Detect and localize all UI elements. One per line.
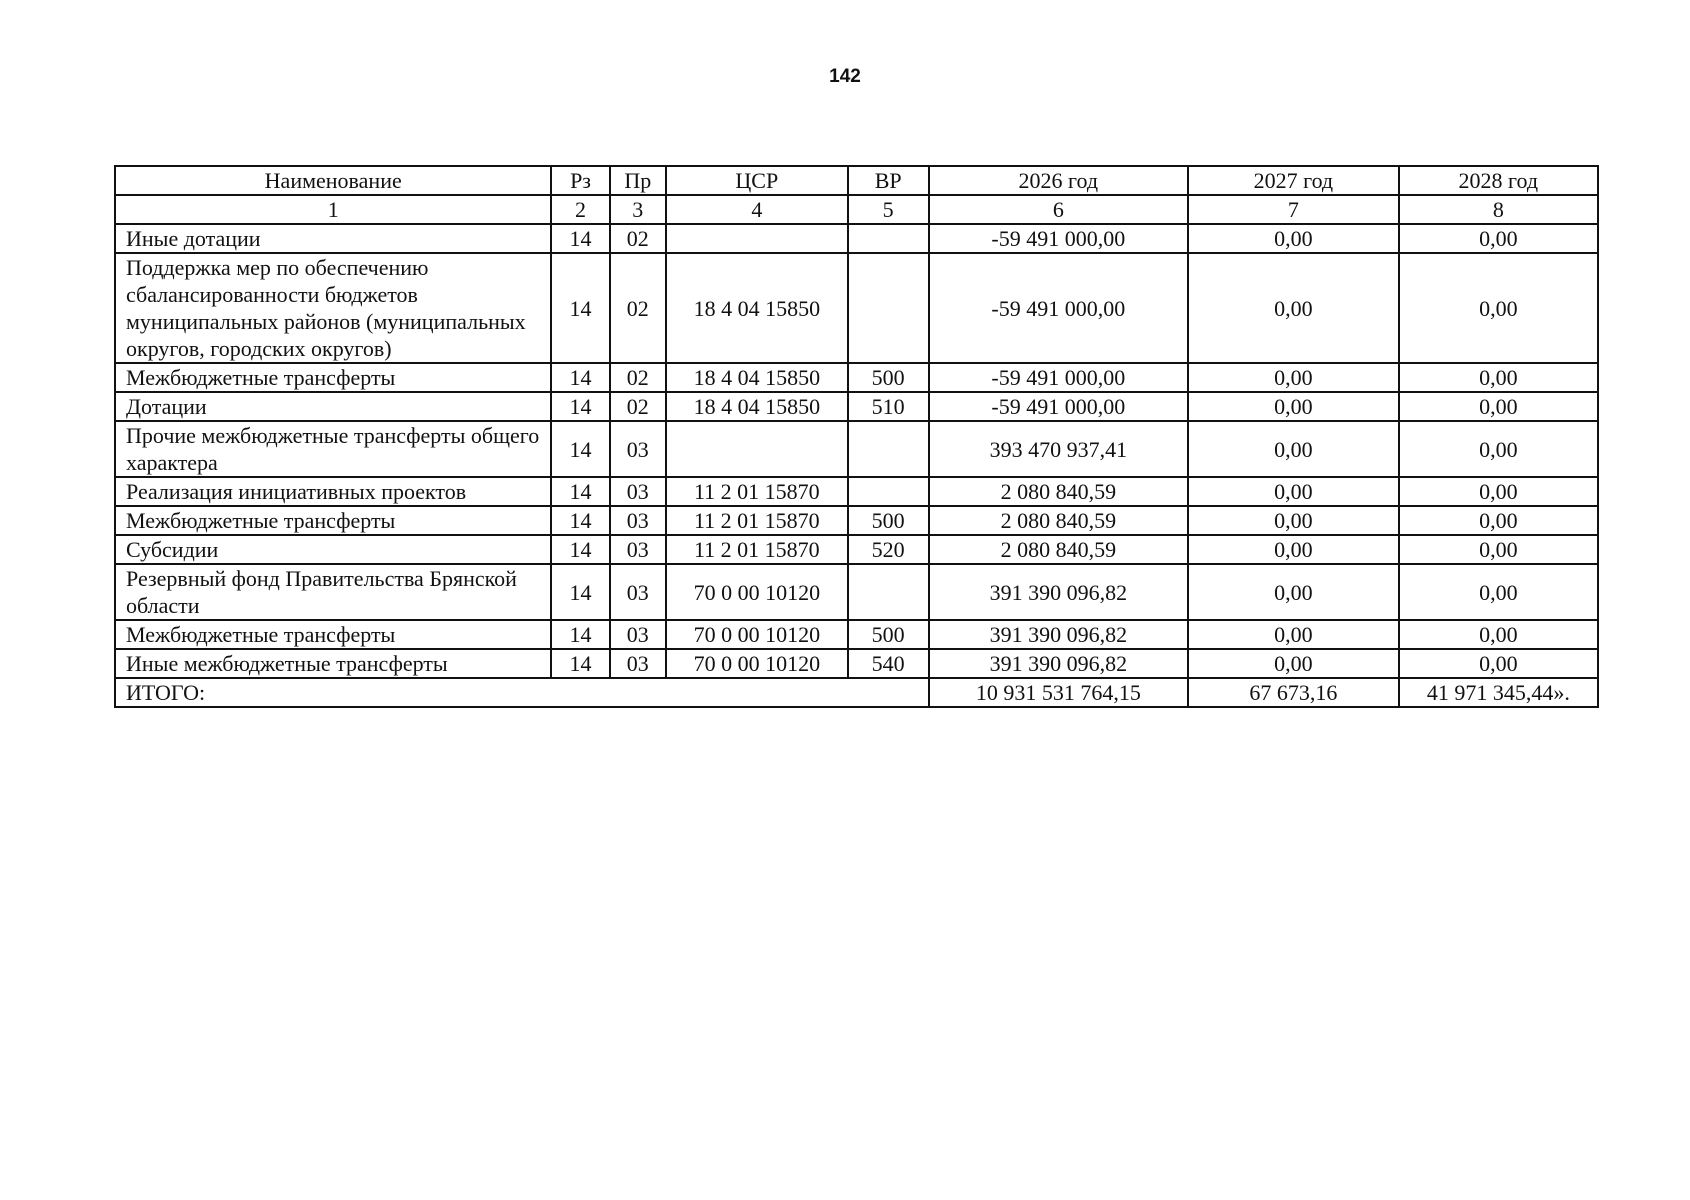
row-2026: 2 080 840,59 xyxy=(929,477,1189,506)
row-rz: 14 xyxy=(551,649,609,678)
row-rz: 14 xyxy=(551,363,609,392)
row-2028: 0,00 xyxy=(1399,649,1598,678)
row-name: Иные межбюджетные трансферты xyxy=(115,649,551,678)
row-2028: 0,00 xyxy=(1399,421,1598,477)
row-csr: 70 0 00 10120 xyxy=(666,620,848,649)
row-vr xyxy=(848,421,929,477)
row-2026: -59 491 000,00 xyxy=(929,253,1189,363)
row-vr xyxy=(848,253,929,363)
row-2027: 0,00 xyxy=(1188,421,1399,477)
row-rz: 14 xyxy=(551,506,609,535)
row-rz: 14 xyxy=(551,224,609,253)
row-vr: 500 xyxy=(848,620,929,649)
row-name: Поддержка мер по обеспечению сбалансированности бюджетов муниципальных районов (муниципальных округов, городских округов) xyxy=(115,253,551,363)
row-2027: 0,00 xyxy=(1188,649,1399,678)
table-row xyxy=(115,421,1598,477)
row-name: Иные дотации xyxy=(115,224,551,253)
table-row xyxy=(115,506,1598,535)
header-2026: 2026 год xyxy=(929,166,1189,195)
row-pr: 02 xyxy=(610,253,666,363)
row-csr: 18 4 04 15850 xyxy=(666,363,848,392)
row-vr: 500 xyxy=(848,363,929,392)
table-row xyxy=(115,224,1598,253)
header-row xyxy=(115,166,1598,195)
row-2027: 0,00 xyxy=(1188,253,1399,363)
row-csr: 70 0 00 10120 xyxy=(666,564,848,620)
row-name: Межбюджетные трансферты xyxy=(115,363,551,392)
row-vr: 540 xyxy=(848,649,929,678)
row-name: Реализация инициативных проектов xyxy=(115,477,551,506)
row-2028: 0,00 xyxy=(1399,506,1598,535)
row-2027: 0,00 xyxy=(1188,535,1399,564)
row-2028: 0,00 xyxy=(1399,535,1598,564)
table-row xyxy=(115,392,1598,421)
row-2028: 0,00 xyxy=(1399,363,1598,392)
row-2026: 2 080 840,59 xyxy=(929,506,1189,535)
row-vr: 500 xyxy=(848,506,929,535)
row-name: Прочие межбюджетные трансферты общего характера xyxy=(115,421,551,477)
row-2028: 0,00 xyxy=(1399,564,1598,620)
table-row xyxy=(115,535,1598,564)
page-number: 142 xyxy=(829,66,861,87)
total-2027: 67 673,16 xyxy=(1188,678,1399,707)
row-csr: 11 2 01 15870 xyxy=(666,535,848,564)
row-pr: 02 xyxy=(610,224,666,253)
row-2026: -59 491 000,00 xyxy=(929,363,1189,392)
row-csr: 18 4 04 15850 xyxy=(666,253,848,363)
row-name: Резервный фонд Правительства Брянской области xyxy=(115,564,551,620)
row-pr: 03 xyxy=(610,620,666,649)
row-name: Межбюджетные трансферты xyxy=(115,620,551,649)
header-pr: Пр xyxy=(610,166,666,195)
row-vr xyxy=(848,224,929,253)
row-name: Дотации xyxy=(115,392,551,421)
row-csr: 70 0 00 10120 xyxy=(666,649,848,678)
row-rz: 14 xyxy=(551,477,609,506)
row-pr: 03 xyxy=(610,535,666,564)
row-2026: 391 390 096,82 xyxy=(929,649,1189,678)
row-2027: 0,00 xyxy=(1188,620,1399,649)
row-2028: 0,00 xyxy=(1399,620,1598,649)
row-rz: 14 xyxy=(551,421,609,477)
row-csr: 11 2 01 15870 xyxy=(666,506,848,535)
row-2028: 0,00 xyxy=(1399,477,1598,506)
row-2026: 2 080 840,59 xyxy=(929,535,1189,564)
column-number: 7 xyxy=(1188,195,1399,224)
row-rz: 14 xyxy=(551,564,609,620)
row-2026: 393 470 937,41 xyxy=(929,421,1189,477)
row-name: Субсидии xyxy=(115,535,551,564)
row-csr: 18 4 04 15850 xyxy=(666,392,848,421)
row-rz: 14 xyxy=(551,620,609,649)
row-2027: 0,00 xyxy=(1188,224,1399,253)
row-rz: 14 xyxy=(551,392,609,421)
row-rz: 14 xyxy=(551,253,609,363)
row-pr: 03 xyxy=(610,649,666,678)
row-vr: 510 xyxy=(848,392,929,421)
row-csr xyxy=(666,421,848,477)
row-pr: 03 xyxy=(610,564,666,620)
row-pr: 02 xyxy=(610,363,666,392)
column-number: 2 xyxy=(551,195,609,224)
row-vr xyxy=(848,477,929,506)
table-row xyxy=(115,253,1598,363)
table-row xyxy=(115,649,1598,678)
row-2026: 391 390 096,82 xyxy=(929,620,1189,649)
row-vr xyxy=(848,564,929,620)
column-number: 8 xyxy=(1399,195,1598,224)
row-2027: 0,00 xyxy=(1188,506,1399,535)
row-name: Межбюджетные трансферты xyxy=(115,506,551,535)
row-2028: 0,00 xyxy=(1399,253,1598,363)
column-number: 3 xyxy=(610,195,666,224)
row-pr: 03 xyxy=(610,477,666,506)
column-number: 6 xyxy=(929,195,1189,224)
header-rz: Рз xyxy=(551,166,609,195)
row-pr: 02 xyxy=(610,392,666,421)
column-number-row xyxy=(115,195,1598,224)
row-pr: 03 xyxy=(610,421,666,477)
table-row xyxy=(115,564,1598,620)
header-name: Наименование xyxy=(115,166,551,195)
row-2027: 0,00 xyxy=(1188,392,1399,421)
row-vr: 520 xyxy=(848,535,929,564)
row-2026: -59 491 000,00 xyxy=(929,224,1189,253)
table-row xyxy=(115,620,1598,649)
header-csr: ЦСР xyxy=(666,166,848,195)
row-2026: -59 491 000,00 xyxy=(929,392,1189,421)
row-csr: 11 2 01 15870 xyxy=(666,477,848,506)
header-2028: 2028 год xyxy=(1399,166,1598,195)
row-2027: 0,00 xyxy=(1188,477,1399,506)
row-2028: 0,00 xyxy=(1399,224,1598,253)
row-2027: 0,00 xyxy=(1188,363,1399,392)
table-row xyxy=(115,363,1598,392)
header-vr: ВР xyxy=(848,166,929,195)
header-2027: 2027 год xyxy=(1188,166,1399,195)
row-csr xyxy=(666,224,848,253)
table-row xyxy=(115,477,1598,506)
total-2026: 10 931 531 764,15 xyxy=(929,678,1189,707)
row-2026: 391 390 096,82 xyxy=(929,564,1189,620)
total-2028: 41 971 345,44». xyxy=(1399,678,1598,707)
column-number: 4 xyxy=(666,195,848,224)
total-label: ИТОГО: xyxy=(115,678,929,707)
column-number: 5 xyxy=(848,195,929,224)
row-2028: 0,00 xyxy=(1399,392,1598,421)
row-rz: 14 xyxy=(551,535,609,564)
row-pr: 03 xyxy=(610,506,666,535)
total-row xyxy=(115,678,1598,707)
row-2027: 0,00 xyxy=(1188,564,1399,620)
budget-table xyxy=(114,165,1599,708)
column-number: 1 xyxy=(115,195,551,224)
